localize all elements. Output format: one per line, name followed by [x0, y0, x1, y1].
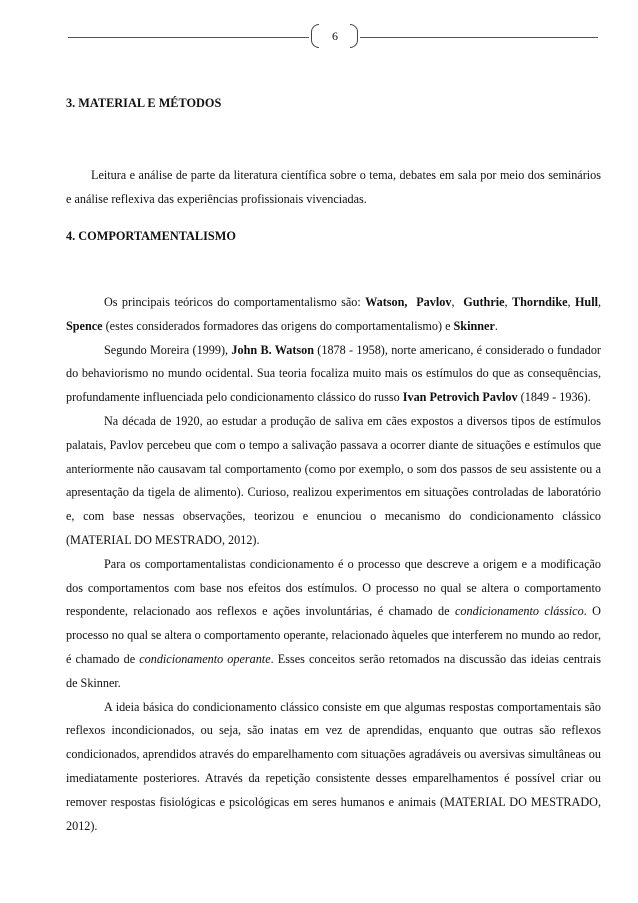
- section-3-heading: 3. MATERIAL E MÉTODOS: [66, 96, 222, 110]
- term-condicionamento-operante: condicionamento operante: [139, 651, 271, 666]
- page-number: 6: [332, 29, 338, 43]
- name-skinner: Skinner: [453, 318, 495, 333]
- paragraph-theorists: Os principais teóricos do comportamentalismo são: Watson, Pavlov, Guthrie, Thorndike, Hull, Spence (estes considerados formadores das origens do comportamentalismo) e Skinner.: [66, 295, 602, 333]
- paragraph-watson: Segundo Moreira (1999), John B. Watson (1878 - 1958), norte americano, é considerado o fundador do behaviorismo no mundo ocidental. Sua teoria focaliza muito mais os estímulos do que as consequências, profundamente influenciada pelo condicionamento clássico do russo Ivan Petrovich Pavlov (1849 - 1936).: [66, 342, 601, 405]
- name-pavlov: Pavlov: [416, 295, 452, 309]
- header-rule-left: [68, 37, 309, 38]
- name-spence: Spence: [66, 318, 103, 333]
- paragraph-pavlov-experiment: Na década de 1920, ao estudar a produção de saliva em cães expostos a diversos tipos de estímulos palatais, Pavlov percebeu que com o tempo a salivação passava a ocorrer diante de situações e estímulos que anteriormente não causavam tal comportamento (como por exemplo, o som dos passos de seu assistente ou a apresentação da tigela de alimento). Curioso, realizou experimentos em situações controladas de laboratório e, com base nessas observações, teorizou e enunciou o mecanismo do condicionamento clássico (MATERIAL DO MESTRADO, 2012).: [66, 413, 601, 547]
- page-number-bracket-left: [311, 24, 319, 48]
- page-number-bracket-right: [350, 24, 358, 48]
- section-3-body: [66, 163, 601, 211]
- paragraph-classical-idea: A ideia básica do condicionamento clássico consiste em que algumas respostas comportamentais são reflexos incondicionados, ou seja, são inatas em vez de aprendidas, enquanto que outras são reflexos condicionados, aprendidos através do emparelhamento com situações agradáveis ou aversivas simultâneas ou imediatamente posteriores. Através da repetição consistente desses emparelhamentos é possível criar ou remover respostas fisiológicas e psicológicas em seres humanos e animais (MATERIAL DO MESTRADO, 2012).: [66, 699, 601, 833]
- section-4-body: [66, 291, 601, 838]
- name-watson: Watson,: [365, 295, 408, 309]
- term-condicionamento-classico: condicionamento clássico: [455, 604, 584, 619]
- name-guthrie: Guthrie: [463, 295, 505, 309]
- name-hull: Hull: [574, 295, 598, 309]
- name-thorndike: Thorndike: [511, 295, 568, 309]
- name-ivan-pavlov: Ivan Petrovich Pavlov: [402, 390, 518, 405]
- section-4-heading: 4. COMPORTAMENTALISMO: [66, 229, 236, 243]
- header-rule-right: [360, 37, 598, 38]
- name-john-watson: John B. Watson: [231, 342, 314, 357]
- paragraph-conditioning-types: Para os comportamentalistas condicionamento é o processo que descreve a origem e a modificação dos comportamentos com base nos efeitos dos estímulos. O processo no qual se altera o comportamento respondente, relacionado aos reflexos e ações involuntárias, é chamado de condicionamento clássico. O processo no qual se altera o comportamento operante, relacionado àqueles que interferem no mundo ao redor, é chamado de condicionamento operante. Esses conceitos serão retomados na discussão das ideias centrais de Skinner.: [66, 556, 601, 690]
- methods-paragraph: Leitura e análise de parte da literatura científica sobre o tema, debates em sala por meio dos seminários e análise reflexiva das experiências profissionais vivenciadas.: [66, 168, 601, 206]
